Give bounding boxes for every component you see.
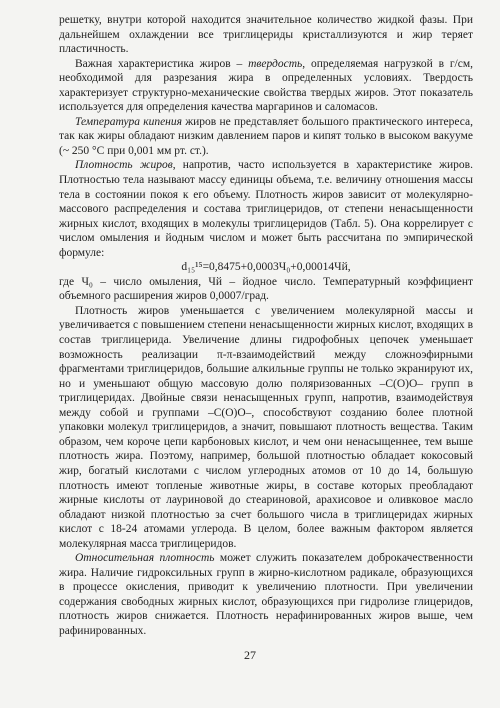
paragraph-density-factors: Плотность жиров уменьшается с увеличением молекулярной массы и увеличивается с повышением степени ненасыщенности жирных кислот, входящих в состав триглицерида. Увеличение длины гидрофобных цепочек уменьшает возможность реализации π-π-взаимодействий между сложноэфирными фрагментами триглицеридов, большие алкильные группы не только экранируют их, но и уменьшают общую массовую долю поляризованных –С(О)О– групп в триглицеридах. Двойные связи ненасыщенных групп, напротив, взаимодействуя между собой и группами –С(О)О–, способствуют созданию более плотной упаковки молекул триглицеридов, а значит, повышают плотность вещества. Таким образом, чем короче цепи карбоновых кислот, и чем они ненасыщеннее, тем выше плотность жира. Поэтому, например, большой плотностью обладает кокосовый жир, богатый кислотами с числом углеродных атомов от 10 до 14, большую плотность имеют топленые животные жиры, в составе которых преобладают жирные кислоты от лауриновой до стеариновой, арахисовое и оливковое масло обладают низкой плотностью за счет большого числа в триглицеридах жирных кислот с 18-24 атомами углерода. В целом, более важным фактором является молекулярная масса триглицеридов.	[59, 304, 473, 550]
page-number: 27	[244, 648, 256, 662]
term-hardness: твердость	[248, 57, 303, 70]
paragraph-formula-legend: где Ч₀ – число омыления, Чй – йодное число. Температурный коэффициент объемного расширения жиров 0,0007/град.	[59, 275, 473, 303]
paragraph-hardness: Важная характеристика жиров – твердость, определяемая нагрузкой в г/см, необходимой для разрезания жира в определенных условиях. Твердость характеризует структурно-механические свойства твердых жиров. Этот показатель используется для определения качества маргаринов и саломасов.	[59, 57, 473, 114]
term-density: Плотность жиров	[75, 159, 173, 172]
term-relative-density: Относительная плотность	[75, 552, 215, 565]
density-formula: d₁₅¹⁵=0,8475+0,0003Ч₀+0,00014Чй,	[181, 261, 351, 274]
body-text	[59, 13, 473, 639]
paragraph-boiling-point: Температура кипения жиров не представляет большого практического интереса, так как жиры обладают низким давлением паров и кипят только в высоком вакууме (~ 250 °С при 0,001 мм рт. ст.).	[59, 115, 474, 157]
paragraph-density: Плотность жиров, напротив, часто используется в характеристике жиров. Плотностью тела называют массу единицы объема, т.е. величину отношения массы тела в состоянии покоя к его объему. Плотность жиров зависит от молекулярно-массового распределения и состава триглицеридов, от степени ненасыщенности жирных кислот, входящих в молекулы триглицеридов (Табл. 5). Она коррелирует с числом омыления и йодным числом и может быть рассчитана по эмпирической формуле:	[59, 159, 473, 259]
paragraph-relative-density: Относительная плотность может служить показателем доброкачественности жира. Наличие гидроксильных групп в жирно-кислотном радикале, образующихся в процессе окисления, приводит к увеличению плотности. При увеличении содержания свободных жирных кислот, образующихся при гидролизе глицеридов, плотность жиров снижается. Плотность нерафинированных жиров выше, чем рафинированных.	[59, 552, 473, 637]
term-boiling-point: Температура кипения	[75, 115, 182, 128]
paragraph-continuation: решетку, внутри которой находится значительное количество жидкой фазы. При дальнейшем охлаждении все триглицериды кристаллизуются и жир теряет пластичность.	[59, 14, 473, 56]
